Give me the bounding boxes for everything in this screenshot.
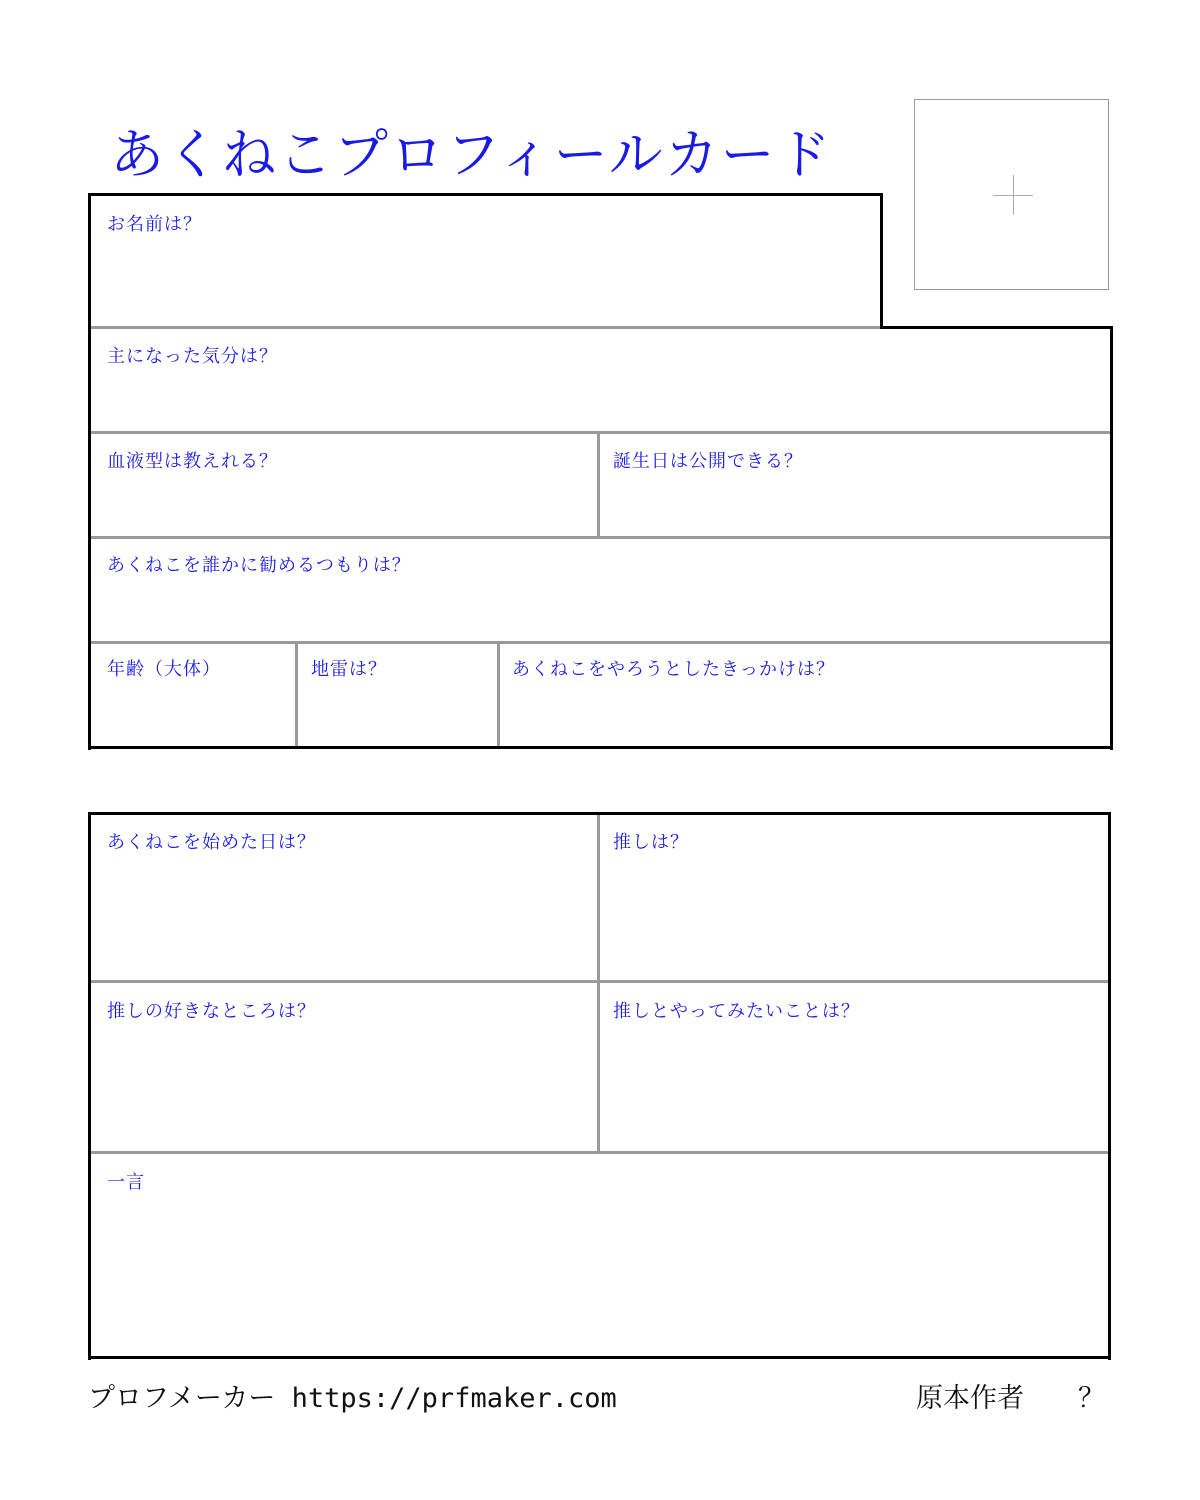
birthday-label: 誕生日は公開できる？ [613,451,803,472]
blood-type-label: 血液型は教えれる？ [107,451,278,472]
age-label: 年齢（大体） [107,659,221,680]
card-title: あくねこプロフィールカード [110,123,833,186]
start-date-label: あくねこを始めた日は？ [107,832,316,853]
landmine-label: 地雷は？ [311,659,387,680]
oshi-todo-label: 推しとやってみたいことは？ [613,1001,860,1022]
oshi-likes-field[interactable] [91,1025,597,1151]
trigger-field[interactable] [500,680,1110,746]
blood-type-field[interactable] [91,470,597,536]
recommend-field[interactable] [91,575,1110,641]
maker-credit: プロフメーカー https://prfmaker.com [88,1383,617,1414]
birthday-field[interactable] [600,470,1110,536]
oshi-field[interactable] [600,855,1108,980]
author-value: ？ [1078,1383,1105,1414]
comment-label: 一言 [107,1172,145,1193]
photo-placeholder[interactable] [914,99,1109,290]
start-date-field[interactable] [91,855,597,980]
oshi-label: 推しは？ [613,832,689,853]
mood-field[interactable] [91,360,1110,431]
trigger-label: あくねこをやろうとしたきっかけは？ [512,659,835,680]
comment-field[interactable] [91,1195,1108,1356]
name-field[interactable] [91,196,880,326]
name-label: お名前は？ [107,214,202,235]
oshi-todo-field[interactable] [600,1025,1108,1151]
age-field[interactable] [91,680,295,746]
oshi-likes-label: 推しの好きなところは？ [107,1001,316,1022]
recommend-label: あくねこを誰かに勧めるつもりは？ [107,555,411,576]
author-label: 原本作者 [916,1383,1024,1414]
landmine-field[interactable] [298,680,497,746]
mood-label: 主になった気分は？ [107,346,278,367]
